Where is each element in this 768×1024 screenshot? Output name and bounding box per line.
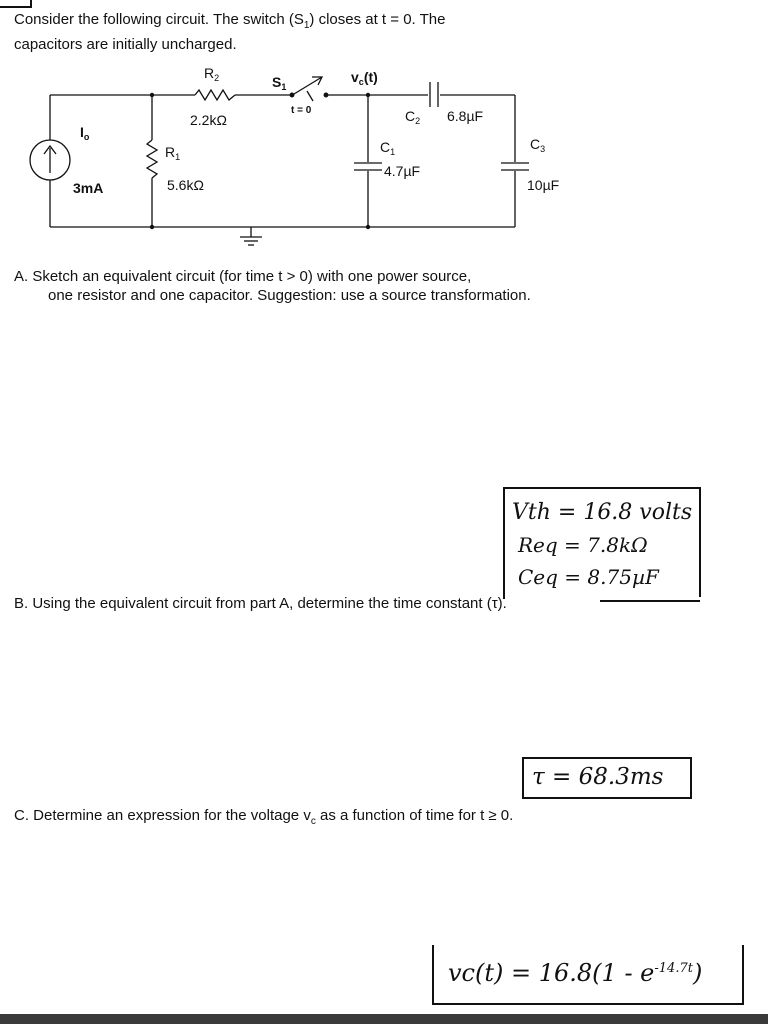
problem-statement: Consider the following circuit. The switch $(S_1)$ closes at t = 0. The capacitors are initially uncharged. [14,11,446,53]
c1-label: $C_1$ [380,139,396,157]
source-label: $I_o$ [80,124,90,142]
node-dot [150,225,154,229]
c2-label: $C_2$ [405,108,421,126]
r2-label: $R_2$ [204,65,220,83]
part-b-question: B. Using the equivalent circuit from part A, determine the time constant (τ). [14,595,507,612]
answer-vth: Vth = 16.8 volts [512,500,693,525]
r1-value: 5.6kΩ [167,177,204,193]
answer-tau: τ = 68.3ms [532,764,664,790]
r2-value: 2.2kΩ [190,112,227,128]
switch-label: $S_1$ [272,74,287,92]
part-a-question: A. Sketch an equivalent circuit (for time t > 0) with one power source, one resistor and one capacitor. Suggestion: use a source transformation. [14,268,531,304]
answer-underline [600,600,700,602]
switch-time: t = 0 [291,105,312,116]
switch-contact-right [324,93,328,97]
answer-vc: $vc(t) = 16.8(1 - e^{-14.7t})$ [448,959,703,987]
node-dot [150,93,154,97]
source-value: 3mA [73,180,104,196]
vc-label: $v_c(t)$ [351,69,378,87]
part-c-answer-box [432,945,744,1005]
answer-req: Req = 7.8kΩ [518,533,648,557]
c1-value: 4.7µF [384,163,421,179]
c3-value: 10µF [527,177,560,193]
node-dot [366,93,370,97]
circuit-diagram [0,55,600,255]
page-corner-mark [0,0,32,8]
r1-label: $R_1$ [165,144,181,162]
resistor-r1-symbol [147,140,157,178]
part-b-answer-box [522,757,692,799]
switch-hook [307,91,313,101]
page-bottom-bar [0,1014,768,1024]
switch-contact-left [290,93,294,97]
part-c-question: C. Determine an expression for the voltage $v_c$ as a function of time for t ≥ 0. [14,807,514,827]
answer-ceq: Ceq = 8.75µF [518,565,659,589]
c2-value: 6.8µF [447,108,484,124]
answer-box-right-edge [699,487,701,597]
c3-label: $C_3$ [530,136,546,154]
resistor-r2-symbol [195,90,235,100]
node-dot [366,225,370,229]
